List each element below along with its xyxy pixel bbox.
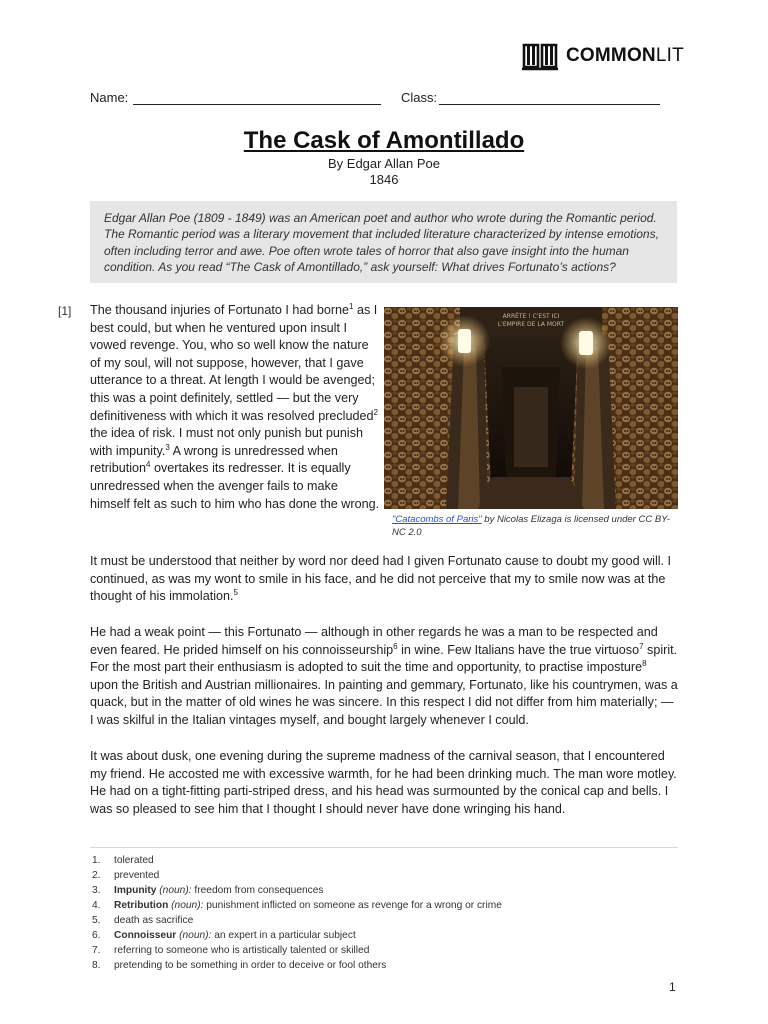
text-run: as I best could, but when he ventured upon insult I vowed revenge. You, who so well know the nature of my soul, will not suppose, however, that I gave utterance to a threat. At length I would be avenged; this was a point definitely, settled — but the very definitiveness with which it was resolved precluded [90, 303, 378, 423]
footnote-ref[interactable]: 8 [642, 659, 647, 668]
footnote-pos: (noun): [156, 885, 192, 896]
text-run: The thousand injuries of Fortunato I had borne [90, 303, 350, 317]
footnote-number: 5. [92, 915, 101, 926]
commonlit-logo [522, 40, 684, 72]
inscription-line-2: L'EMPIRE DE LA MORT [497, 321, 565, 328]
paragraph-3 [90, 624, 678, 730]
logo-wordmark [566, 45, 684, 67]
logo-wordmark-bold: COMMON [566, 45, 656, 66]
footnote-list [90, 853, 680, 973]
logo-wordmark-light: LIT [655, 45, 684, 66]
footnote-definition: prevented [114, 870, 160, 881]
footnote-number: 8. [92, 960, 101, 971]
footnote-ref[interactable]: 2 [373, 407, 378, 417]
footnote-ref[interactable]: 5 [233, 588, 238, 597]
footnote-ref[interactable]: 6 [393, 641, 398, 651]
footnote-definition: tolerated [114, 855, 154, 866]
text-run: the idea of risk. I must not only punish but punish with impunity. [90, 426, 364, 458]
paragraph-marker: [1] [58, 304, 72, 318]
footnote-pos: (noun): [168, 900, 204, 911]
footnote-definition: referring to someone who is artistically talented or skilled [114, 945, 370, 956]
footnote-number: 1. [92, 855, 101, 866]
intro-box: Edgar Allan Poe (1809 - 1849) was an American poet and author who wrote during the Romantic period. The Romantic period was a literary movement that included literature characterized by intense emotions, often including terror and awe. Poe often wrote tales of horror that also gave insight into the human condition. As you read “The Cask of Amontillado,” ask yourself: What drives Fortunato’s actions? [90, 201, 677, 283]
image-caption [392, 514, 676, 539]
byline-block [0, 156, 768, 188]
class-line[interactable] [439, 104, 660, 105]
author-byline: By Edgar Allan Poe [327, 156, 441, 171]
footnote-ref[interactable]: 7 [639, 641, 644, 651]
text-run: upon the British and Austrian millionaires. In painting and gemmary, Fortunato, like his countrymen, was a quack, but in the matter of old wines he was sincere. In this respect I did not differ from him materially; — I was skilful in the Italian vintages myself, and bought largely whenever I could. [90, 677, 678, 727]
footnote-item [90, 913, 680, 928]
text-run: He had a weak point — this Fortunato — although in other regards he was a man to be respected and even feared. He prided himself on his connoisseurship [90, 625, 658, 657]
student-info-row [90, 90, 680, 108]
footnote-ref[interactable]: 1 [349, 301, 354, 311]
paragraph-1 [90, 302, 380, 513]
footnote-pos: (noun): [176, 930, 212, 941]
name-line[interactable] [133, 104, 381, 105]
catacombs-image [384, 307, 678, 509]
caption-credit: by Nicolas Elizaga is licensed under CC BY-NC 2.0 [392, 514, 670, 538]
footnote-definition: punishment inflicted on someone as revenge for a wrong or crime [203, 900, 502, 911]
text-run: It must be understood that neither by word nor deed had I given Fortunato cause to doubt my good will. I continued, as was my wont to smile in his face, and he did not perceive that my to smile now was at the thought of his immolation. [90, 554, 672, 604]
footnote-definition: death as sacrifice [114, 915, 194, 926]
footnote-number: 2. [92, 870, 101, 881]
footnote-item [90, 943, 680, 958]
inscription-line-1: ARRÊTE ! C'EST ICI [502, 313, 560, 320]
publication-year: 1846 [369, 172, 399, 187]
footnote-item [90, 883, 680, 898]
text-run: spirit. For the most part their enthusiasm is adopted to suit the time and opportunity, to practise imposture [90, 642, 678, 675]
footnote-number: 6. [92, 930, 101, 941]
footnote-term: Connoisseur [114, 930, 177, 941]
footnote-item [90, 868, 680, 883]
paragraph-4: It was about dusk, one evening during the supreme madness of the carnival season, that I encountered my friend. He accosted me with excessive warmth, for he had been drinking much. The man wore motley. He had on a tight-fitting parti-striped dress, and his head was surmounted by the conical cap and bells. I was so pleased to see him that I thought I should never have done wringing his hand. [90, 749, 677, 816]
footnote-divider [90, 847, 678, 848]
footnote-term: Impunity [114, 885, 157, 896]
footnote-definition: freedom from consequences [191, 885, 324, 896]
footnote-item [90, 853, 680, 868]
footnote-definition: pretending to be something in order to deceive or fool others [114, 960, 387, 971]
name-label: Name: [90, 90, 129, 105]
paragraph-2 [90, 553, 678, 606]
text-run: in wine. Few Italians have the true virtuoso [397, 642, 640, 657]
footnote-ref[interactable]: 3 [165, 442, 170, 452]
class-label: Class: [401, 90, 438, 105]
caption-link[interactable]: "Catacombs of Paris" [392, 514, 482, 525]
footnote-item [90, 928, 680, 943]
footnote-ref[interactable]: 4 [146, 460, 151, 470]
page-title: The Cask of Amontillado [243, 127, 525, 154]
page-number: 1 [669, 980, 676, 994]
footnote-item [90, 958, 680, 973]
text-run: overtakes its redresser. It is equally unredressed when the avenger fails to make himself felt as such to him who has done the wrong. [90, 461, 380, 511]
footnote-number: 3. [92, 885, 101, 896]
book-icon [522, 41, 558, 71]
footnote-number: 4. [92, 900, 101, 911]
footnote-term: Retribution [114, 900, 169, 911]
text-run: A wrong is unredressed when retribution [90, 443, 338, 476]
footnote-definition: an expert in a particular subject [211, 930, 356, 941]
footnote-number: 7. [92, 945, 101, 956]
footnote-item [90, 898, 680, 913]
